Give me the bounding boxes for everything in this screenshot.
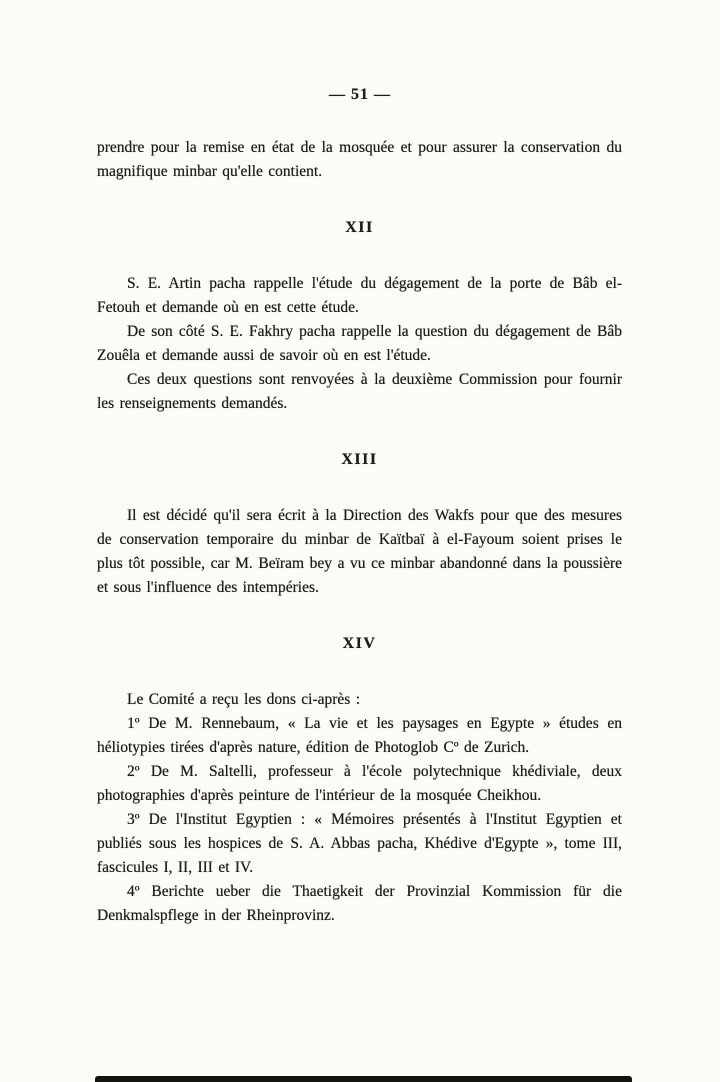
page-body	[97, 136, 622, 928]
paragraph: 2º De M. Saltelli, professeur à l'école polytechnique khédiviale, deux photographies d'après peinture de l'intérieur de la mosquée Cheikhou.	[97, 763, 622, 804]
section-heading-xiv: XIV	[342, 635, 377, 652]
paragraph: 3º De l'Institut Egyptien : « Mémoires présentés à l'Institut Egyptien et publiés sous les hospices de S. A. Abbas pacha, Khédive d'Egypte », tome III, fascicules I, II, III et IV.	[97, 811, 622, 876]
paragraph: 1º De M. Rennebaum, « La vie et les paysages en Egypte » études en héliotypies tirées d'après nature, édition de Photoglob Cº de Zurich.	[97, 715, 622, 756]
paragraph: 4º Berichte ueber die Thaetigkeit der Provinzial Kommission für die Denkmalspflege in der Rheinprovinz.	[97, 883, 622, 924]
page-number: — 51 —	[329, 86, 391, 103]
paragraph: S. E. Artin pacha rappelle l'étude du dégagement de la porte de Bâb el-Fetouh et demande où en est cette étude.	[97, 275, 622, 316]
section-heading-xii: XII	[345, 219, 374, 236]
section-heading-xiii: XIII	[341, 451, 378, 468]
paragraph: Ces deux questions sont renvoyées à la deuxième Commission pour fournir les renseignements demandés.	[97, 371, 622, 412]
page-edge-shadow	[95, 1076, 632, 1082]
paragraph: Il est décidé qu'il sera écrit à la Direction des Wakfs pour que des mesures de conservation temporaire du minbar de Kaïtbaï à el-Fayoum soient prises le plus tôt possible, car M. Beïram bey a vu ce minbar abandonné dans la poussière et sous l'influence des intempéries.	[97, 507, 622, 596]
paragraph: prendre pour la remise en état de la mosquée et pour assurer la conservation du magnifique minbar qu'elle contient.	[97, 139, 622, 180]
paragraph: De son côté S. E. Fakhry pacha rappelle la question du dégagement de Bâb Zouêla et demande aussi de savoir où en est l'étude.	[97, 323, 622, 364]
paragraph: Le Comité a reçu les dons ci-après :	[127, 691, 361, 708]
